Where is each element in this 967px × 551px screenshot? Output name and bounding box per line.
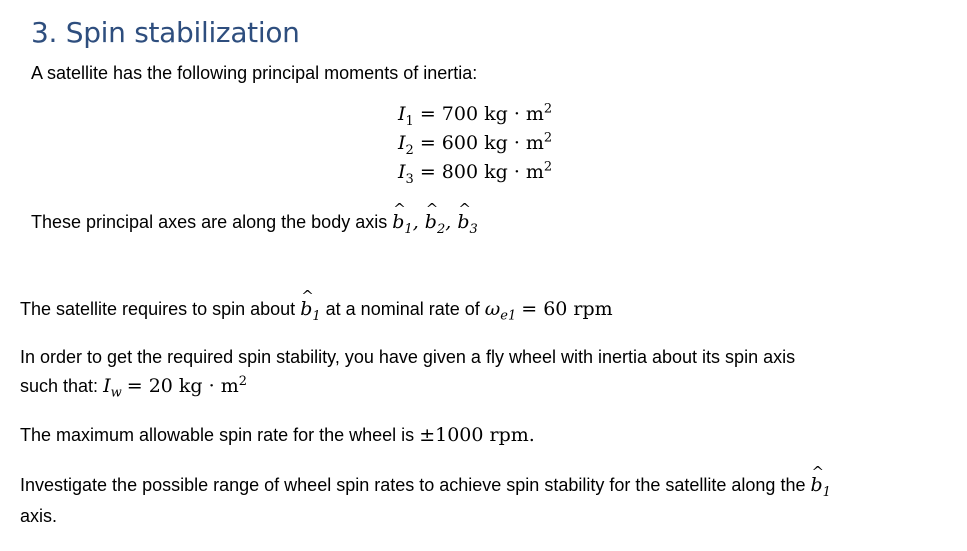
inertia-eq-1: $I_1 = 700$ kg · $m^2$ [398, 101, 553, 129]
flywheel-line-2: such that: $I_w = 20$ kg · $m^2$ [20, 374, 248, 401]
investigate-line-1: Investigate the possible range of wheel spin rates to achieve spin stability for the satellite along the ^ $b_1$ [20, 474, 831, 496]
inertia-eq-2: $I_2 = 600$ kg · $m^2$ [398, 130, 553, 158]
body-axes-math: ^ $b_1$, ^ $b_2$, ^ $b_3$ [392, 211, 478, 233]
axes-paragraph: These principal axes are along the body axis ^ $b_1$, ^ $b_2$, ^ $b_3$ [31, 211, 478, 233]
investigate-line-2: axis. [20, 506, 58, 526]
inertia-eq-3: $I_3 = 800$ kg · $m^2$ [398, 159, 553, 187]
section-title: 3. Spin stabilization [31, 16, 300, 49]
flywheel-line-1: In order to get the required spin stability, you have given a fly wheel with inertia about its spin axis [20, 347, 796, 367]
max-rate-paragraph: The maximum allowable spin rate for the wheel is ±1000 rpm. [20, 424, 535, 446]
intro-text: A satellite has the following principal moments of inertia: [31, 63, 478, 83]
inertia-equations [398, 100, 552, 187]
spin-paragraph: The satellite requires to spin about ^ $b_1$ at a nominal rate of $\omega_{e1} = 60$ rpm [20, 298, 613, 320]
